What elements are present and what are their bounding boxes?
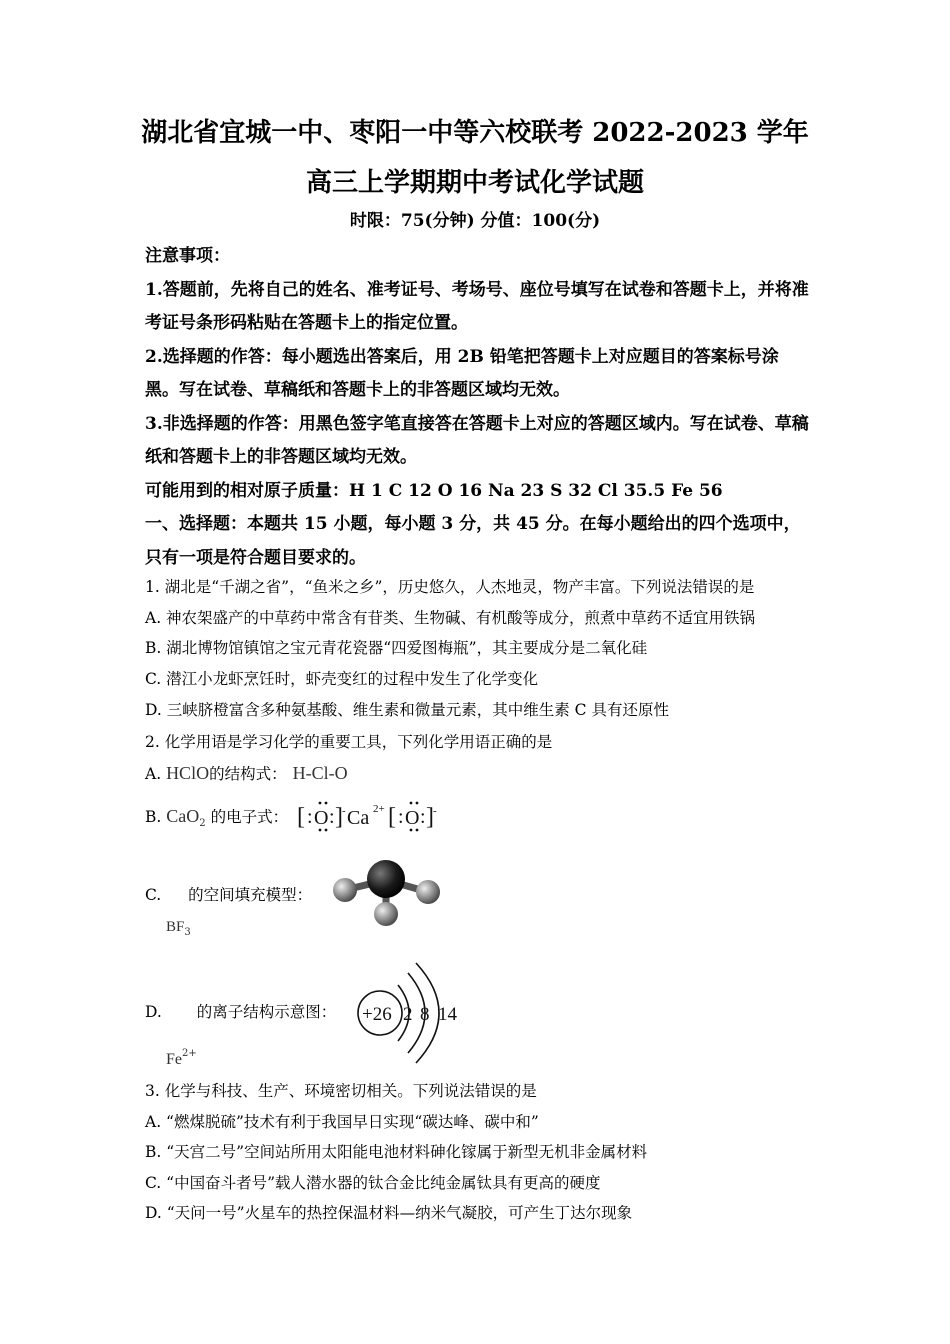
q2-b-label: B. (145, 808, 162, 826)
central-atom (367, 860, 405, 898)
cao2-electron-formula (295, 796, 455, 836)
q2-d-formula: Fe (166, 1051, 182, 1068)
section-heading: 一、选择题：本题共 15 小题，每小题 3 分，共 45 分。在每小题给出的四个选项中，只有一项是符合题目要求的。 (145, 514, 801, 568)
note-item-1: 1.答题前，先将自己的姓名、准考证号、考场号、座位号填写在试卷和答题卡上，并将准考证号条形码粘贴在答题卡上的指定位置。 (145, 279, 809, 333)
q3-option-a: A. “燃煤脱硫”技术有利于我国早日实现“碳达峰、碳中和” (145, 1113, 539, 1131)
q3-option-b: B. “天宫二号”空间站所用太阳能电池材料砷化镓属于新型无机非金属材料 (145, 1143, 648, 1161)
q1-option-c: C. 潜江小龙虾烹饪时，虾壳变红的过程中发生了化学变化 (145, 670, 539, 688)
bracket-left-2: [ (388, 804, 396, 830)
shell-3-electrons: 14 (438, 1004, 457, 1025)
exam-time-score: 时限：75(分钟) 分值：100(分) (349, 211, 601, 231)
electron-dot (319, 802, 322, 805)
q2-d-formula-wrap (166, 1044, 846, 1070)
q2-option-b (145, 806, 825, 834)
notes-section (145, 240, 810, 575)
electron-dot (410, 802, 413, 805)
q1-option-b: B. 湖北博物馆镇馆之宝元青花瓷器“四爱图梅瓶”，其主要成分是二氧化硅 (145, 639, 648, 657)
electron-dot (325, 829, 328, 832)
q3-stem: 3. 化学与科技、生产、环境密切相关。下列说法错误的是 (145, 1082, 537, 1100)
q2-a-label: A. (145, 765, 162, 783)
q1-option-a: A. 神农架盛产的中草药中常含有苷类、生物碱、有机酸等成分，煎煮中草药不适宜用铁锅 (145, 609, 756, 627)
q1-stem: 1. 湖北是“千湖之省”，“鱼米之乡”，历史悠久，人杰地灵，物产丰富。下列说法错误的是 (145, 578, 755, 596)
bracket-left-1: [ (297, 804, 305, 830)
exam-title-line2: 高三上学期期中考试化学试题 (305, 168, 644, 198)
notes-heading: 注意事项： (145, 246, 230, 266)
note-item-3: 3.非选择题的作答：用黑色签字笔直接答在答题卡上对应的答题区域内。写在试卷、草稿纸和答题卡上的非答题区域均无效。 (145, 413, 809, 467)
q2-a-text: 的结构式： (209, 765, 287, 783)
colon-2: : (329, 806, 335, 828)
q2-c-formula-wrap (166, 916, 846, 943)
o-symbol-2: O (405, 807, 420, 829)
shell-2-electrons: 8 (420, 1004, 430, 1025)
bracket-right-1: ] (335, 804, 343, 830)
q2-option-c (145, 885, 825, 905)
q2-stem: 2. 化学用语是学习化学的重要工具，下列化学用语正确的是 (145, 733, 553, 751)
electron-dot (410, 829, 413, 832)
ca-symbol: Ca (347, 807, 370, 829)
fluorine-atom (416, 880, 440, 904)
q2-b-text: 的电子式： (210, 808, 289, 826)
electron-dot (416, 802, 419, 805)
fe-ion-structure-diagram (350, 955, 470, 1065)
exam-title-line1: 湖北省宜城一中、枣阳一中等六校联考 2022-2023 学年 (141, 118, 809, 148)
q2-d-charge: 2+ (182, 1048, 197, 1059)
q2-c-text: 的空间填充模型： (188, 886, 313, 904)
q2-d-label: D. (145, 1003, 162, 1021)
q2-b-formula: CaO (166, 806, 200, 826)
q2-b-sub: 2 (199, 818, 206, 829)
colon-3: : (398, 806, 404, 828)
colon-1: : (307, 806, 313, 828)
q3-option-c: C. “中国奋斗者号”载人潜水器的钛合金比纯金属钛具有更高的硬度 (145, 1174, 601, 1192)
shell-1-electrons: 2 (403, 1004, 413, 1025)
q2-c-label: C. (145, 886, 162, 904)
electron-dot (416, 829, 419, 832)
charge-minus-2: - (433, 805, 437, 817)
o-symbol-1: O (314, 807, 329, 829)
q2-a-value: H-Cl-O (292, 763, 348, 783)
q3-option-d: D. “天问一号”火星车的热控保温材料—纳米气凝胶，可产生丁达尔现象 (145, 1204, 633, 1222)
q2-option-d (145, 1002, 825, 1022)
colon-4: : (420, 806, 426, 828)
bracket-right-2: ] (426, 804, 434, 830)
electron-dot (325, 802, 328, 805)
q2-option-a (145, 763, 825, 784)
q2-c-formula: BF (166, 919, 185, 935)
fluorine-atom (374, 902, 398, 926)
charge-minus-1: - (342, 805, 346, 817)
q2-d-text: 的离子结构示意图： (196, 1003, 337, 1021)
note-item-2: 2.选择题的作答：每小题选出答案后，用 2B 铅笔把答题卡上对应题目的答案标号涂黑。写在试卷、草稿纸和答题卡上的非答题区域均无效。 (145, 346, 779, 400)
q2-a-formula: HClO (166, 763, 210, 783)
q2-c-sub: 3 (184, 927, 191, 938)
q1-option-d: D. 三峡脐橙富含多种氨基酸、维生素和微量元素，其中维生素 C 具有还原性 (145, 701, 669, 719)
ca-charge: 2+ (373, 803, 385, 815)
bf3-space-filling-model (320, 852, 450, 932)
nucleus-charge: +26 (362, 1004, 392, 1025)
electron-dot (319, 829, 322, 832)
atomic-masses: 可能用到的相对原子质量：H 1 C 12 O 16 Na 23 S 32 Cl 35.5 Fe 56 (145, 480, 723, 501)
fluorine-atom (333, 878, 357, 902)
